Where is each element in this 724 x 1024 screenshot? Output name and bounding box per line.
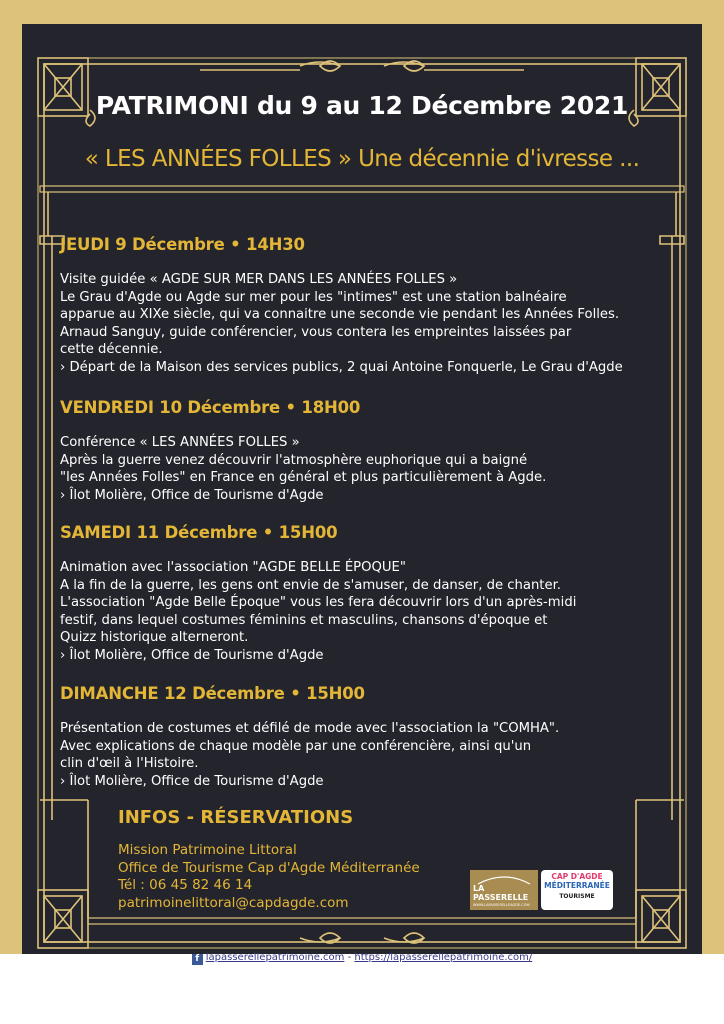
event-location: › Îlot Molière, Office de Tourisme d'Agde [60,773,324,789]
infos-organization: Mission Patrimoine Littoral [118,842,297,858]
facebook-link[interactable]: lapasserellepatrimoine.com [205,952,345,963]
event-line: Conférence « LES ANNÉES FOLLES » [60,435,300,450]
logo-text: LA [473,884,485,893]
footer-separator: - [344,952,355,963]
event-line: Visite guidée « AGDE SUR MER DANS LES ANNÉES FOLLES » [60,272,458,287]
event-line: L'association "Agde Belle Époque" vous les fera découvrir lors d'un après-midi [60,595,577,611]
event-heading: VENDREDI 10 Décembre • 18H00 [60,398,361,417]
infos-contact [118,842,420,912]
event-description [60,559,680,665]
logo-text: PASSERELLE [473,893,529,902]
event-line: clin d'œil à l'Histoire. [60,756,199,772]
event-line: Arnaud Sanguy, guide conférencier, vous contera les empreintes laissées par [60,324,572,340]
infos-office: Office de Tourisme Cap d'Agde Méditerranée [118,859,420,876]
la-passerelle-logo [470,870,538,910]
event-line: cette décennie. [60,342,163,358]
infos-email[interactable]: patrimoinelittoral@capdagde.com [118,894,349,911]
event-location: › Départ de la Maison des services publics, 2 quai Antoine Fonquerle, Le Grau d'Agde [60,359,623,375]
event-location: › Îlot Molière, Office de Tourisme d'Agde [60,487,324,503]
event-heading: SAMEDI 11 Décembre • 15H00 [60,523,338,542]
event-description [60,720,680,790]
event-line: Animation avec l'association "AGDE BELLE ÉPOQUE" [60,560,406,575]
page-subtitle: « LES ANNÉES FOLLES » Une décennie d'ivresse ... [84,146,640,172]
event-saturday [60,523,680,665]
event-line: festif, dans lequel costumes féminins et masculins, chansons d'époque et [60,612,548,628]
event-description [60,271,680,377]
event-line: Quizz historique alterneront. [60,630,249,646]
logo-url: WWW.LAPASSERELLEAGDE.COM [473,903,530,907]
cap-dagde-logo [541,870,613,910]
infos-phone[interactable]: Tél : 06 45 82 46 14 [118,877,253,893]
event-heading: JEUDI 9 Décembre • 14H30 [60,235,305,254]
event-friday [60,398,680,504]
event-line: Avec explications de chaque modèle par une conférencière, ainsi qu'un [60,738,532,754]
event-line: apparue au XIXe siècle, qui va connaitre une seconde vie pendant les Années Folles. [60,307,620,323]
event-line: Présentation de costumes et défilé de mode avec l'association la "COMHA". [60,721,560,736]
logo-text: MÉDITERRANÉE [544,881,610,890]
logo-text: CAP D'AGDE [551,872,603,881]
event-heading: DIMANCHE 12 Décembre • 15H00 [60,684,365,703]
logo-text: TOURISME [559,893,595,900]
event-location: › Îlot Molière, Office de Tourisme d'Agde [60,647,324,663]
infos-title: INFOS - RÉSERVATIONS [118,807,354,828]
event-line: Le Grau d'Agde ou Agde sur mer pour les "intimes" est une station balnéaire [60,289,567,305]
event-description [60,434,680,504]
website-link[interactable]: https://lapasserellepatrimoine.com/ [354,952,533,963]
footer-links [0,952,724,965]
event-line: "les Années Folles" en France en général et plus particulièrement à Agde. [60,470,547,486]
facebook-icon[interactable]: f [192,954,203,965]
event-line: A la fin de la guerre, les gens ont envie de s'amuser, de danser, de chanter. [60,577,561,593]
event-sunday [60,684,680,790]
event-thursday [60,235,680,377]
page-title: PATRIMONI du 9 au 12 Décembre 2021 [95,91,629,120]
event-line: Après la guerre venez découvrir l'atmosphère euphorique qui a baigné [60,452,528,468]
